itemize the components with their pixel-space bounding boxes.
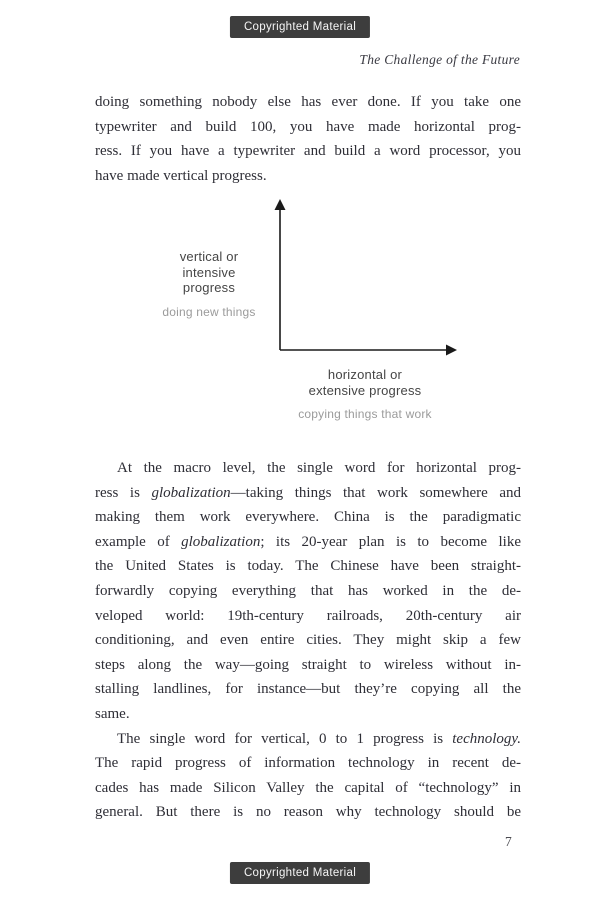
text-segment: The single word for vertical, 0 to 1 progress is (117, 730, 453, 747)
text-line (95, 139, 521, 164)
text-line (95, 530, 521, 555)
running-header: The Challenge of the Future (359, 52, 520, 67)
body-text-lower (95, 456, 521, 825)
text-segment: the United States is today. The Chinese have been straight- (95, 558, 521, 575)
text-line (95, 164, 521, 189)
text-line (95, 653, 521, 678)
text-line (95, 604, 521, 629)
horizontal-axis-label (275, 367, 455, 423)
vertical-axis-label-line: intensive (182, 264, 236, 280)
text-line (95, 677, 521, 702)
text-segment: At the macro level, the single word for horizontal prog- (117, 460, 521, 476)
text-line (95, 456, 521, 481)
text-line (95, 702, 521, 727)
paragraph (95, 456, 521, 727)
vertical-axis-sublabel: doing new things (162, 304, 256, 319)
vertical-axis-label-line: vertical or (179, 249, 239, 264)
text-segment: The rapid progress of information technology in recent de- (95, 755, 521, 772)
horizontal-axis-sublabel: copying things that work (298, 407, 432, 421)
vertical-arrowhead-icon (275, 199, 286, 210)
body-text-upper (95, 90, 521, 188)
text-line (95, 115, 521, 140)
italic-text: globalization (151, 484, 231, 501)
text-line (95, 90, 521, 115)
text-line (95, 776, 521, 801)
text-segment: ; its 20-year plan is to become like (260, 533, 521, 550)
text-segment: have made vertical progress. (95, 167, 267, 184)
copyright-banner-bottom: Copyrighted Material (230, 862, 370, 884)
italic-text: technology. (452, 730, 521, 747)
text-line (95, 505, 521, 530)
page-number: 7 (505, 834, 512, 849)
text-segment: example of (95, 533, 182, 550)
text-segment: conditioning, and even entire cities. They might skip a few (95, 632, 521, 649)
italic-text: globalization (181, 533, 261, 550)
text-line (95, 554, 521, 579)
text-segment: doing something nobody else has ever done. If you take one (95, 94, 521, 110)
text-segment: stalling landlines, for instance—but they’re copying all the (95, 681, 521, 698)
text-segment: ress is (95, 484, 152, 501)
text-segment: —taking things that work somewhere and (230, 484, 521, 501)
copyright-banner-top: Copyrighted Material (230, 16, 370, 38)
text-segment: veloped world: 19th-century railroads, 20th-century air (95, 607, 521, 624)
vertical-axis-label-line: progress (182, 280, 236, 295)
text-line (95, 628, 521, 653)
text-segment: cades has made Silicon Valley the capital of “technology” in (95, 779, 521, 796)
text-segment: same. (95, 705, 130, 722)
horizontal-axis-label-line: extensive progress (308, 382, 422, 398)
text-segment: general. But there is no reason why technology should be (95, 804, 521, 821)
text-line (95, 481, 521, 506)
vertical-axis-label (134, 249, 284, 320)
progress-diagram (95, 195, 521, 445)
horizontal-axis-label-line: horizontal or (327, 367, 403, 382)
paragraph (95, 727, 521, 825)
text-segment: ress. If you have a typewriter and build a word processor, you (95, 143, 521, 160)
horizontal-arrowhead-icon (446, 345, 457, 356)
text-segment: making them work everywhere. China is the paradigmatic (95, 509, 521, 526)
text-segment: typewriter and build 100, you have made horizontal prog- (95, 118, 521, 135)
text-segment: steps along the way—going straight to wireless without in- (95, 656, 521, 673)
text-line (95, 800, 521, 825)
text-line (95, 751, 521, 776)
paragraph (95, 90, 521, 188)
text-line (95, 727, 521, 752)
text-segment: forwardly copying everything that has worked in the de- (95, 582, 521, 599)
text-line (95, 579, 521, 604)
